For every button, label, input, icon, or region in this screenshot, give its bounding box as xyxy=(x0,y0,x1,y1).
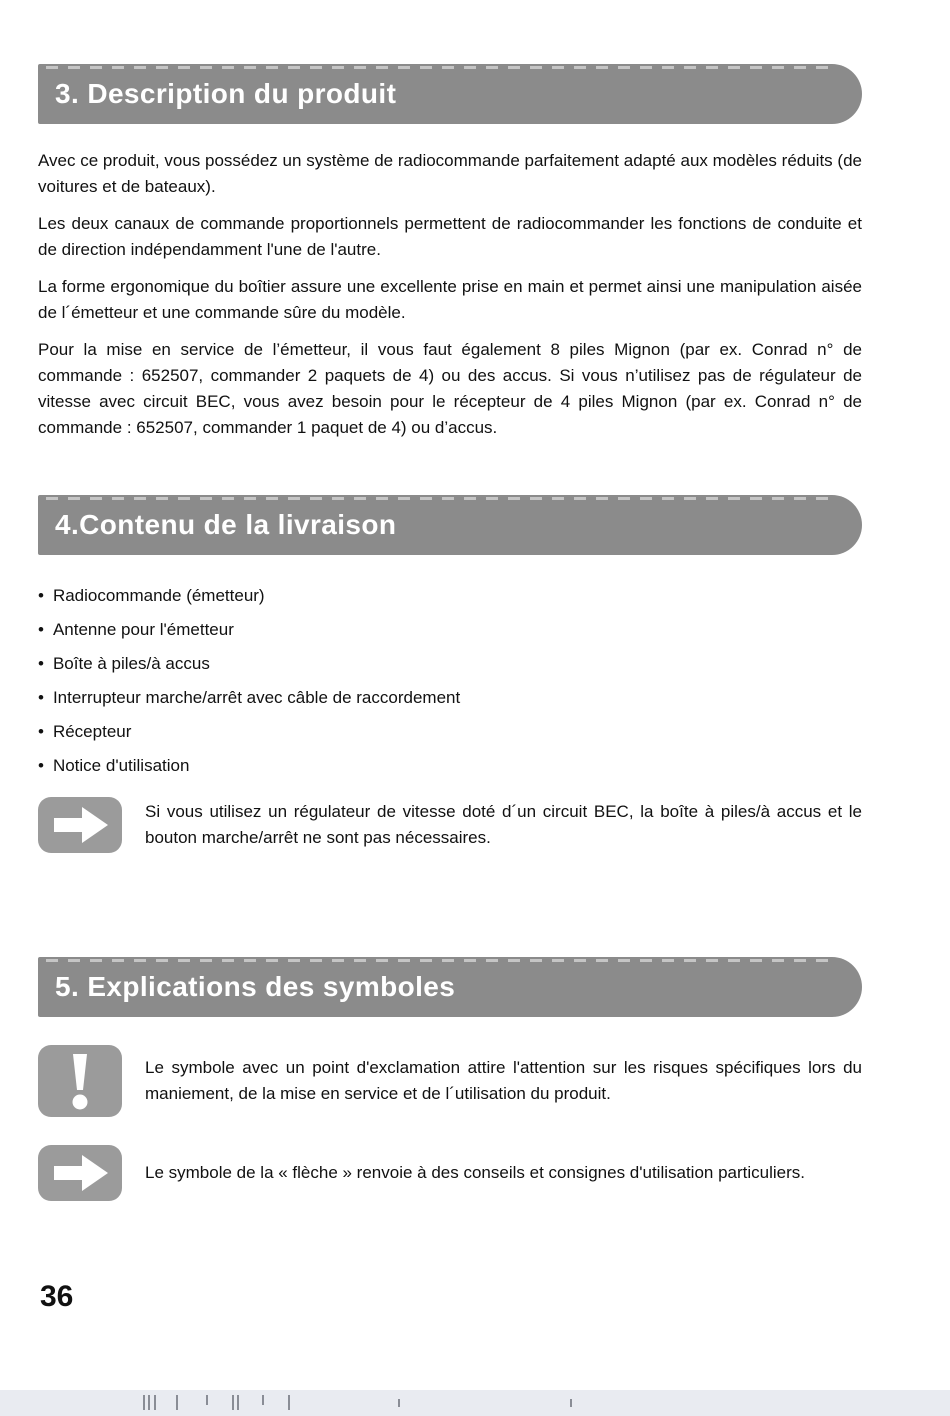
section-header-description xyxy=(38,64,862,124)
exclamation-icon xyxy=(38,1045,122,1117)
scan-mark xyxy=(288,1395,290,1410)
section-title-contents: 4.Contenu de la livraison xyxy=(55,509,397,540)
list-item: • Interrupteur marche/arrêt avec câble de raccordement xyxy=(38,687,862,709)
note-arrow xyxy=(38,1145,862,1201)
section-header-contents xyxy=(38,495,862,555)
scan-mark xyxy=(206,1395,208,1405)
description-paragraph-4: Pour la mise en service de l’émetteur, il vous faut également 8 piles Mignon (par ex. Conrad n° de commande : 652507, commander 2 paquets de 4) ou des accus. Si vous n’utilisez pas de régulateur de vitesse avec circuit BEC, vous avez besoin pour le récepteur de 4 piles Mignon (par ex. Conrad n° de commande : 652507, commander 1 paquet de 4) ou d’accus. xyxy=(38,340,862,437)
scan-mark xyxy=(143,1395,145,1410)
arrow-right-icon xyxy=(38,797,122,853)
section-title-symbols: 5. Explications des symboles xyxy=(55,971,456,1002)
scan-mark xyxy=(148,1395,150,1410)
scan-mark xyxy=(232,1395,234,1410)
page-number: 36 xyxy=(40,1280,74,1313)
scan-mark xyxy=(154,1395,156,1410)
description-paragraph-3: La forme ergonomique du boîtier assure une excellente prise en main et permet ainsi une manipulation aisée de l´émetteur et une commande sûre du modèle. xyxy=(38,277,862,322)
note-bec xyxy=(38,797,862,853)
arrow-right-icon xyxy=(38,1145,122,1201)
description-paragraph-1: Avec ce produit, vous possédez un système de radiocommande parfaitement adapté aux modèles réduits (de voitures et de bateaux). xyxy=(38,151,862,196)
list-item: • Boîte à piles/à accus xyxy=(38,653,862,675)
scan-mark xyxy=(176,1395,178,1410)
section-title-description: 3. Description du produit xyxy=(55,78,397,109)
scan-edge-artifact xyxy=(0,1390,950,1416)
scan-mark xyxy=(398,1399,400,1407)
note-exclamation-text: Le symbole avec un point d'exclamation attire l'attention sur les risques spécifiques lors du maniement, de la mise en service et de l´utilisation du produit. xyxy=(145,1058,862,1103)
note-arrow-text: Le symbole de la « flèche » renvoie à des conseils et consignes d'utilisation particuliers. xyxy=(145,1163,806,1182)
note-exclamation xyxy=(38,1045,862,1117)
section-header-symbols xyxy=(38,957,862,1017)
list-item: • Notice d'utilisation xyxy=(38,755,862,777)
list-item: • Antenne pour l'émetteur xyxy=(38,619,862,641)
delivery-contents-list xyxy=(38,585,862,777)
note-bec-text: Si vous utilisez un régulateur de vitesse doté d´un circuit BEC, la boîte à piles/à accus et le bouton marche/arrêt ne sont pas nécessaires. xyxy=(145,802,862,847)
scan-mark xyxy=(262,1395,264,1405)
scan-mark xyxy=(570,1399,572,1407)
description-paragraph-2: Les deux canaux de commande proportionnels permettent de radiocommander les fonctions de conduite et de direction indépendamment l'une de l'autre. xyxy=(38,214,862,259)
list-item: • Récepteur xyxy=(38,721,862,743)
scan-mark xyxy=(237,1395,239,1410)
list-item: • Radiocommande (émetteur) xyxy=(38,585,862,607)
